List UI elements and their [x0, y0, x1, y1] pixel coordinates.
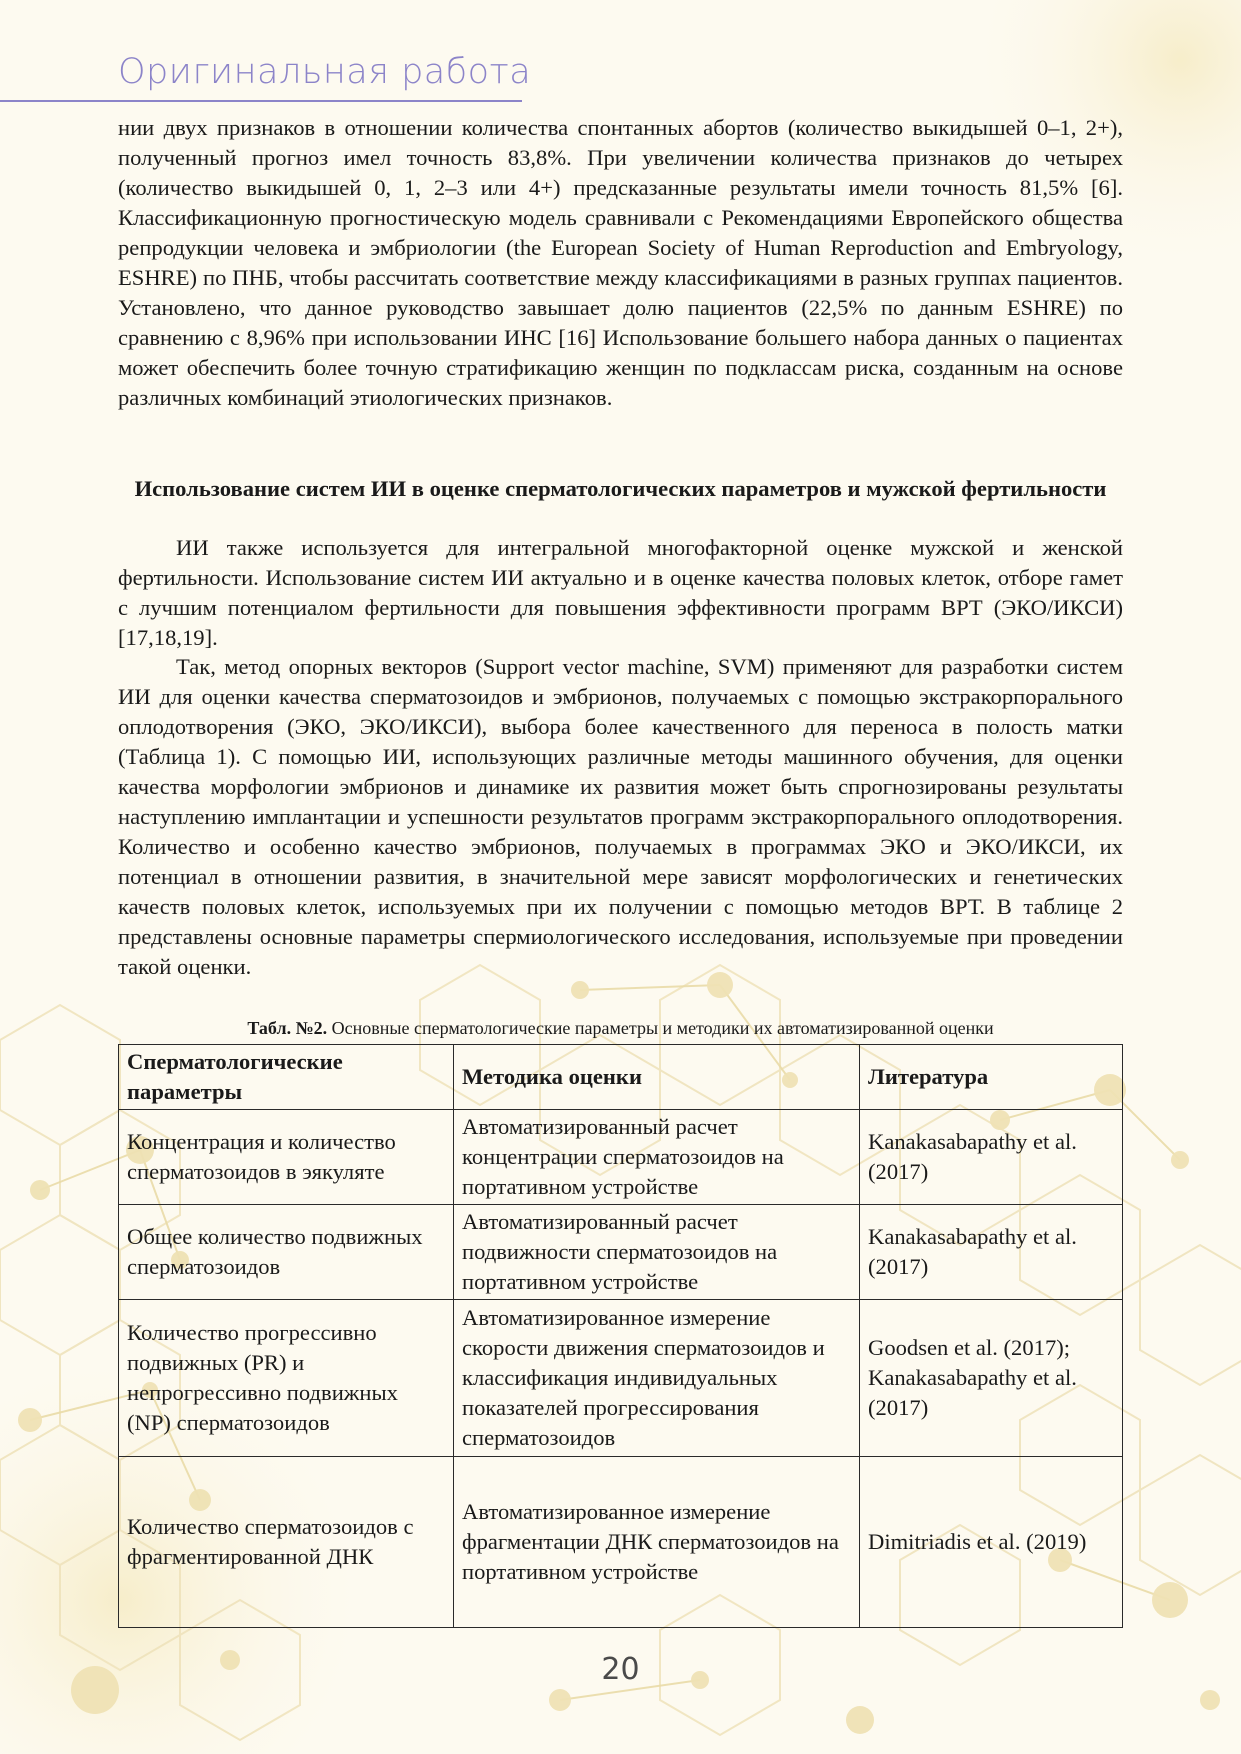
- table-cell: Goodsen et al. (2017); Kanakasabapathy et al. (2017): [860, 1300, 1123, 1457]
- table-cell: Автоматизированное измерение скорости движения сперматозоидов и классификация индивидуальных показателей прогрессирования сперматозоидов: [454, 1300, 860, 1457]
- page-number: 20: [601, 1652, 640, 1687]
- table-header-row: [119, 1045, 1123, 1110]
- table-cell: Kanakasabapathy et al. (2017): [860, 1110, 1123, 1205]
- section-title: Оригинальная работа: [118, 52, 532, 92]
- table-cell: Kanakasabapathy et al. (2017): [860, 1205, 1123, 1300]
- sperm-parameters-table: [118, 1044, 1123, 1628]
- section-heading: Использование систем ИИ в оценке сперматологических параметров и мужской фертильности: [134, 476, 1107, 501]
- table-row: [119, 1457, 1123, 1628]
- table-cell: Количество сперматозоидов с фрагментированной ДНК: [119, 1457, 454, 1628]
- body-paragraph-3: Так, метод опорных векторов (Support vector machine, SVM) применяют для разработки систем ИИ для оценки качества сперматозоидов и эмбрионов, получаемых с помощью экстракорпорального оплодотворения (ЭКО, ЭКО/ИКСИ), выбора более качественного для переноса в полость матки (Таблица 1). С помощью ИИ, использующих различные методы машинного обучения, для оценки качества морфологии эмбрионов и динамике их развития может быть спрогнозированы результаты наступлению имплантации и успешности результатов программ экстракорпорального оплодотворения. Количество и особенно качество эмбрионов, получаемых в программах ЭКО и ЭКО/ИКСИ, их потенциал в отношении развития, в значительной мере зависят морфологических и генетических качеств половых клеток, используемых при их получении с помощью методов ВРТ. В таблице 2 представлены основные параметры спермиологического исследования, используемые при проведении такой оценки.: [118, 654, 1123, 979]
- body-paragraph-1: нии двух признаков в отношении количества спонтанных абортов (количество выкидышей 0–1, 2+), полученный прогноз имел точность 83,8%. При увеличении количества признаков до четырех (количество выкидышей 0, 1, 2–3 или 4+) предсказанные результаты имели точность 81,5% [6]. Классификационную прогностическую модель сравнивали с Рекомендациями Европейского общества репродукции человека и эмбриологии (the European Society of Human Reproduction and Embryology, ESHRE) по ПНБ, чтобы рассчитать соответствие между классификациями в разных группах пациентов. Установлено, что данное руководство завышает долю пациентов (22,5% по данным ESHRE) по сравнению с 8,96% при использовании ИНС [16] Использование большего набора данных о пациентах может обеспечить более точную стратификацию женщин по подклассам риска, созданным на основе различных комбинаций этиологических признаков.: [118, 115, 1123, 410]
- table-cell: Общее количество подвижных сперматозоидов: [119, 1205, 454, 1300]
- table-row: [119, 1300, 1123, 1457]
- table-caption: [118, 1016, 1123, 1040]
- table-cell: Концентрация и количество сперматозоидов в эякуляте: [119, 1110, 454, 1205]
- header-cell-parameters: Сперматологические параметры: [119, 1045, 454, 1110]
- table-caption-label: Табл. №2.: [247, 1018, 328, 1038]
- table-row: [119, 1205, 1123, 1300]
- table-row: [119, 1110, 1123, 1205]
- table-cell: Автоматизированный расчет подвижности сперматозоидов на портативном устройстве: [454, 1205, 860, 1300]
- table-cell: Автоматизированное измерение фрагментации ДНК сперматозоидов на портативном устройстве: [454, 1457, 860, 1628]
- title-underline: [0, 100, 522, 102]
- header-cell-method: Методика оценки: [454, 1045, 860, 1110]
- body-paragraph-2: ИИ также используется для интегральной многофакторной оценке мужской и женской фертильности. Использование систем ИИ актуально и в оценке качества половых клеток, отборе гамет с лучшим потенциалом фертильности для повышения эффективности программ ВРТ (ЭКО/ИКСИ) [17,18,19].: [118, 535, 1123, 650]
- table-cell: Количество прогрессивно подвижных (PR) и непрогрессивно подвижных (NP) сперматозоидов: [119, 1300, 454, 1457]
- header-cell-literature: Литература: [860, 1045, 1123, 1110]
- table-cell: Автоматизированный расчет концентрации сперматозоидов на портативном устройстве: [454, 1110, 860, 1205]
- table-caption-text: Основные сперматологические параметры и методики их автоматизированной оценки: [327, 1018, 994, 1038]
- table-cell: Dimitriadis et al. (2019): [860, 1457, 1123, 1628]
